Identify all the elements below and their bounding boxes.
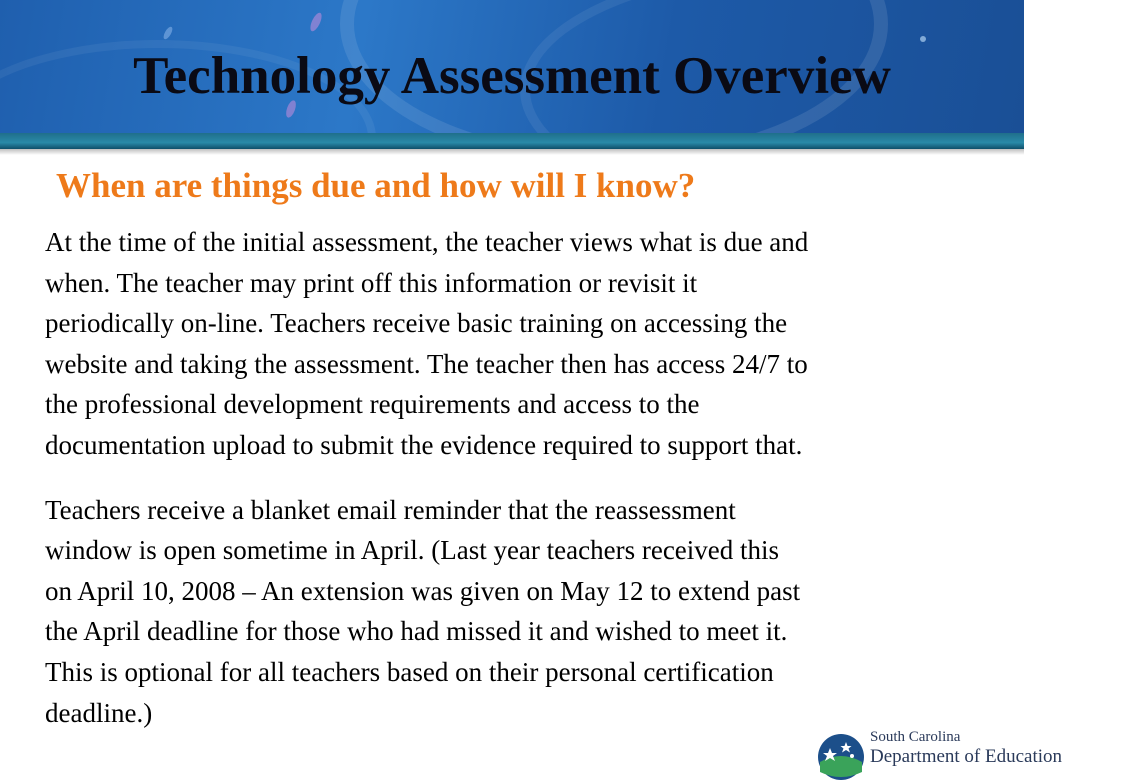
- body-line: when. The teacher may print off this information or revisit it: [45, 267, 698, 298]
- logo-text: [870, 728, 1062, 768]
- slide-title: Technology Assessment Overview: [133, 47, 891, 105]
- body-paragraph-2: [45, 490, 1015, 734]
- header-dot-decoration: [162, 25, 174, 40]
- sc-department-of-education-logo: [816, 728, 1063, 768]
- body-line: deadline.): [45, 697, 153, 728]
- body-line: website and taking the assessment. The teacher then has access 24/7 to: [45, 348, 808, 379]
- body-line: This is optional for all teachers based on their personal certification: [45, 656, 774, 687]
- body-line: on April 10, 2008 – An extension was given on May 12 to extend past: [45, 575, 801, 606]
- header-dot-decoration: [308, 11, 324, 33]
- header-divider-shadow: [0, 149, 1024, 155]
- body-line: periodically on-line. Teachers receive basic training on accessing the: [45, 308, 788, 339]
- body-line: At the time of the initial assessment, the teacher views what is due and: [45, 227, 809, 257]
- body-paragraph-1: [45, 222, 1015, 466]
- body-line: the April deadline for those who had missed it and wished to meet it.: [45, 616, 788, 647]
- slide-subtitle: When are things due and how will I know?: [56, 166, 696, 205]
- header-dot-decoration: [920, 36, 926, 42]
- body-line: window is open sometime in April. (Last year teachers received this: [45, 535, 780, 566]
- sc-education-emblem-icon: [816, 732, 866, 782]
- logo-line-state: South Carolina: [870, 729, 961, 745]
- slide-body: [45, 222, 1015, 733]
- body-line: documentation upload to submit the evidence required to support that.: [45, 429, 803, 460]
- body-line: the professional development requirements and access to the: [45, 389, 700, 420]
- logo-line-department: Department of Education: [870, 746, 1063, 767]
- header-divider-bar: [0, 133, 1024, 149]
- body-line: Teachers receive a blanket email reminder that the reassessment: [45, 494, 736, 525]
